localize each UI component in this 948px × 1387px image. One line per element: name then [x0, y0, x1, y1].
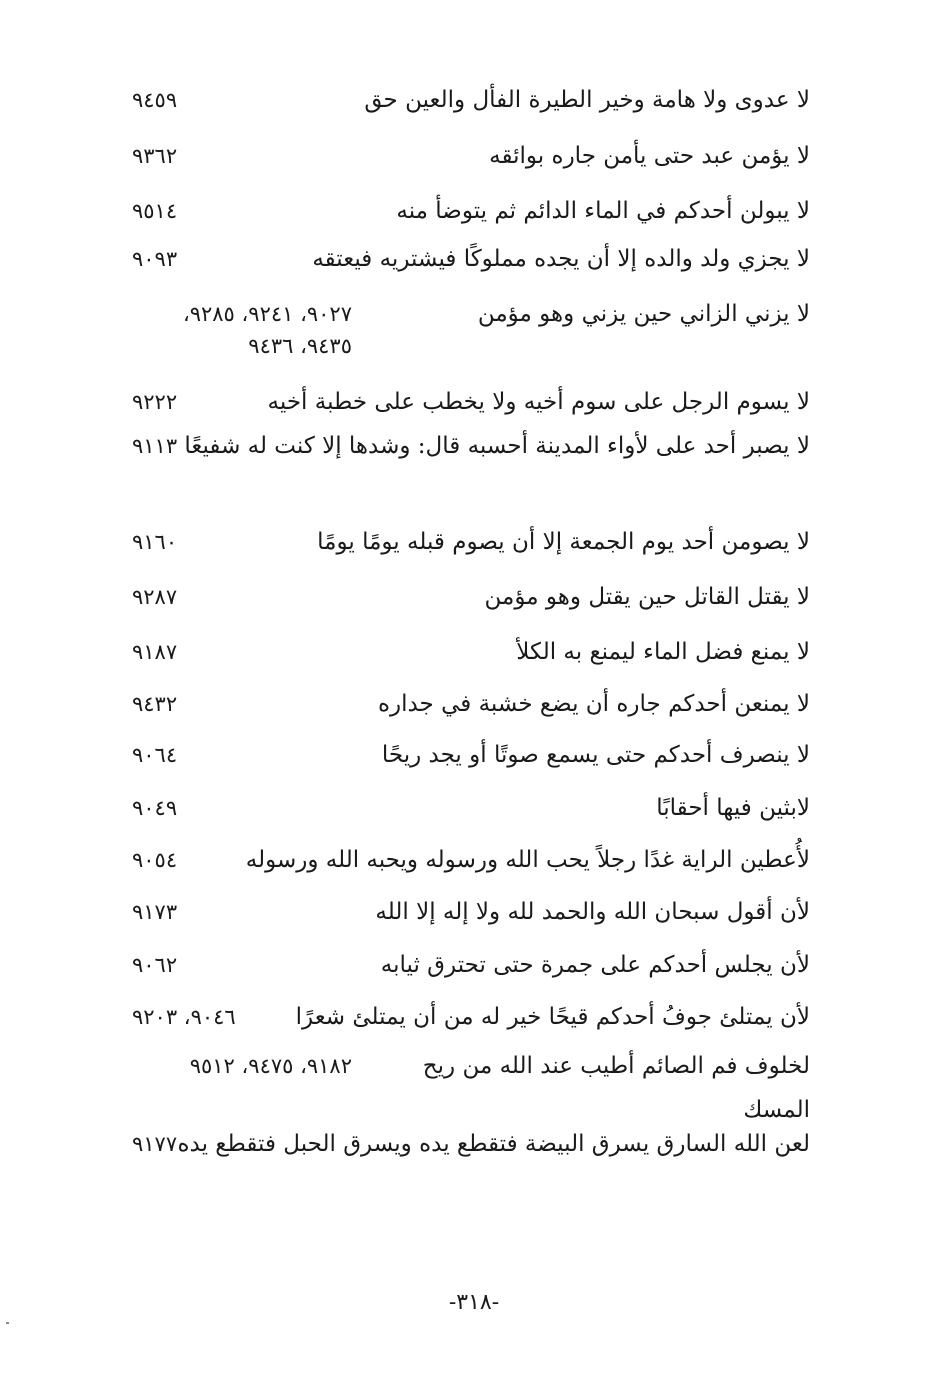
index-entry: [128, 380, 810, 424]
hadith-text: لا يزني الزاني حين يزني وهو مؤمن: [477, 301, 810, 327]
index-entry: [128, 630, 810, 674]
index-entry: [128, 292, 810, 362]
hadith-refs: ٩٢٢٢: [132, 390, 178, 414]
index-entry: [128, 78, 810, 122]
hadith-refs: ٩٠٦٤: [132, 743, 178, 767]
hadith-refs: ٩١٧٣: [132, 900, 178, 924]
hadith-refs: ٩٢٨٧: [132, 585, 178, 609]
hadith-text: لخلوف فم الصائم أطيب عند الله من ريح المسك: [422, 1053, 810, 1123]
hadith-refs: ٩٠٦٢: [132, 953, 178, 977]
index-entry: [128, 1044, 810, 1132]
hadith-refs: ٩٠٤٩: [132, 796, 178, 820]
index-entry: [128, 520, 810, 564]
index-entry: [128, 995, 810, 1039]
scan-edge-mark: [6, 1322, 9, 1324]
hadith-text: لا يؤمن عبد حتى يأمن جاره بوائقه: [489, 143, 810, 169]
hadith-refs: ٩٤٣٢: [132, 692, 178, 716]
hadith-text: لا يبولن أحدكم في الماء الدائم ثم يتوضأ منه: [396, 198, 810, 224]
hadith-refs: ٩١٦٠: [132, 530, 178, 554]
hadith-text: لا يمنعن أحدكم جاره أن يضع خشبة في جداره: [377, 691, 810, 717]
index-entry: [128, 1122, 810, 1166]
hadith-text: لا ينصرف أحدكم حتى يسمع صوتًا أو يجد ريحًا: [381, 742, 810, 768]
index-entry: [128, 682, 810, 726]
index-entry: [128, 838, 810, 882]
hadith-refs: ٩٣٦٢: [132, 144, 178, 168]
index-entry: [128, 189, 810, 233]
hadith-refs: ٩٥١٤: [132, 199, 178, 223]
hadith-text: لا يصبر أحد على لأواء المدينة أحسبه قال: وشدها إلا كنت له شفيعًا: [184, 433, 810, 459]
index-entry: [128, 890, 810, 934]
hadith-text: لا يمنع فضل الماء ليمنع به الكلأ: [516, 639, 810, 665]
index-entry: [128, 237, 810, 281]
hadith-refs: ٩٤٥٩: [132, 88, 178, 112]
hadith-text: لا يجزي ولد والده إلا أن يجده مملوكًا فيشتريه فيعتقه: [312, 246, 810, 272]
hadith-refs: ٩٠٩٣: [132, 247, 178, 271]
hadith-refs: ٩٠٥٤: [132, 848, 178, 872]
index-entry: [128, 575, 810, 619]
hadith-text: لأن أقول سبحان الله والحمد لله ولا إله إلا الله: [375, 899, 810, 925]
hadith-refs: ٩١٨٧: [132, 640, 178, 664]
hadith-text: لأن يجلس أحدكم على جمرة حتى تحترق ثيابه: [380, 952, 810, 978]
hadith-text: لأن يمتلئ جوفُ أحدكم قيحًا خير له من أن يمتلئ شعرًا: [295, 1004, 810, 1030]
hadith-refs: ٩١١٣: [132, 434, 178, 458]
hadith-text: لابثين فيها أحقابًا: [656, 795, 810, 821]
hadith-text: لعن الله السارق يسرق البيضة فتقطع يده ويسرق الحبل فتقطع يده: [177, 1131, 810, 1157]
index-entry: [128, 134, 810, 178]
index-entry: [128, 733, 810, 777]
hadith-text: لا يسوم الرجل على سوم أخيه ولا يخطب على خطبة أخيه: [267, 389, 810, 415]
hadith-text: لا يصومن أحد يوم الجمعة إلا أن يصوم قبله يومًا يومًا: [317, 529, 810, 555]
hadith-refs: ٩١٨٢، ٩٤٧٥، ٩٥١٢: [189, 1054, 352, 1078]
hadith-text: لا عدوى ولا هامة وخير الطيرة الفأل والعين حق: [364, 87, 810, 113]
index-entry: [128, 786, 810, 830]
page-number: -٣١٨-: [448, 1290, 500, 1315]
index-entry: [128, 424, 810, 468]
hadith-refs: ٩١٧٧: [132, 1132, 178, 1156]
hadith-refs: ٩٠٤٦، ٩٢٠٣: [132, 1005, 236, 1029]
hadith-text: لا يقتل القاتل حين يقتل وهو مؤمن: [484, 584, 810, 610]
hadith-text: لأُعطين الراية غدًا رجلاً يحب الله ورسوله ويحبه الله ورسوله: [245, 847, 810, 873]
hadith-refs: ٩٠٢٧، ٩٢٤١، ٩٢٨٥، ٩٤٣٥، ٩٤٣٦: [182, 302, 352, 358]
index-entry: [128, 943, 810, 987]
